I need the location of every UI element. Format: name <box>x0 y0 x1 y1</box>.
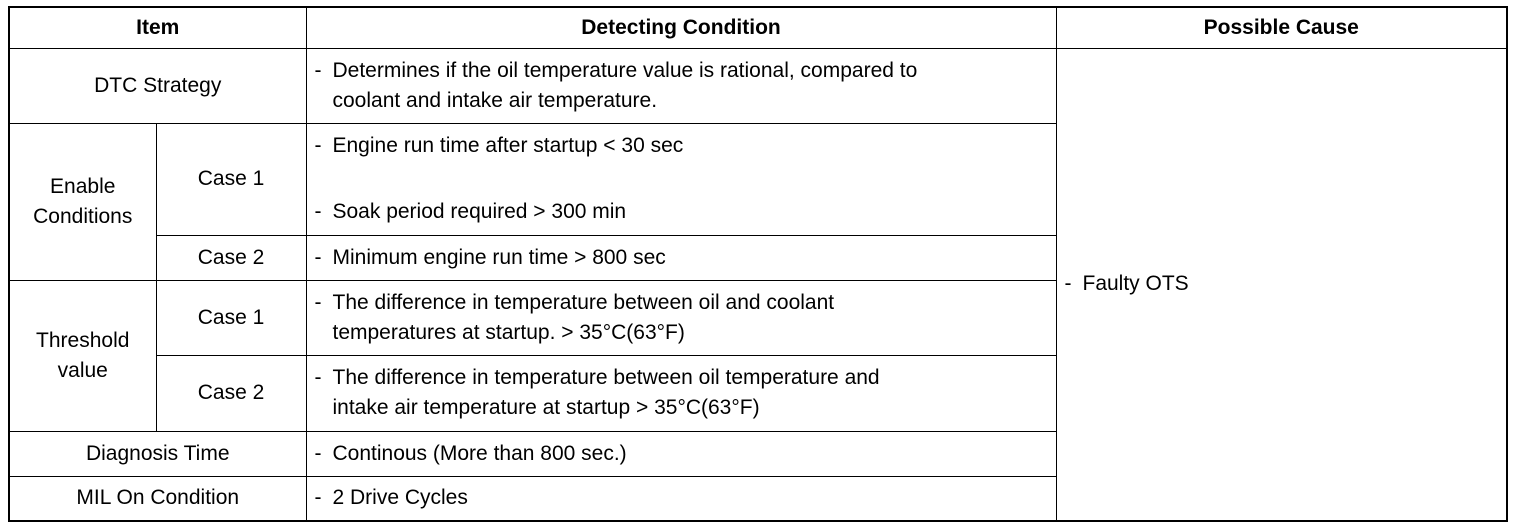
bullet-dash: - <box>314 200 322 223</box>
bullet-dash: - <box>314 366 322 389</box>
condition-text: temperatures at startup. > 35°C(63°F) <box>332 320 685 344</box>
enable-case2-label: Case 2 <box>156 235 306 280</box>
item-dtc-strategy: DTC Strategy <box>9 48 306 123</box>
item-threshold-value <box>9 280 156 431</box>
condition-dtc-strategy <box>306 48 1056 123</box>
condition-text: intake air temperature at startup > 35°C(63°F) <box>332 396 760 419</box>
header-row <box>9 7 1507 48</box>
enable-case1-label: Case 1 <box>156 123 306 235</box>
bullet-dash: - <box>314 58 322 82</box>
header-item: Item <box>9 7 306 48</box>
bullet-dash: - <box>314 134 322 157</box>
condition-mil-on-condition <box>306 476 1056 521</box>
threshold-case2-label: Case 2 <box>156 355 306 431</box>
condition-text: The difference in temperature between oil temperature and <box>332 366 880 389</box>
condition-text: The difference in temperature between oil and coolant <box>332 290 835 314</box>
condition-threshold-case1 <box>306 280 1056 355</box>
item-mil-on-condition: MIL On Condition <box>9 476 306 521</box>
condition-text: Minimum engine run time > 800 sec <box>332 245 666 269</box>
item-enable-conditions <box>9 123 156 280</box>
bullet-dash: - <box>314 290 322 314</box>
condition-text: coolant and intake air temperature. <box>332 88 658 112</box>
bullet-dash: - <box>314 245 322 269</box>
condition-enable-case2 <box>306 235 1056 280</box>
condition-text: Engine run time after startup < 30 sec <box>332 134 684 157</box>
condition-text: 2 Drive Cycles <box>332 486 468 510</box>
condition-text: Determines if the oil temperature value is rational, compared to <box>332 58 918 82</box>
bullet-dash: - <box>314 486 322 510</box>
condition-text: Soak period required > 300 min <box>332 200 627 223</box>
item-text: Enable <box>50 174 116 198</box>
item-text: value <box>57 358 108 382</box>
dtc-table <box>8 6 1508 522</box>
header-possible-cause: Possible Cause <box>1056 7 1507 48</box>
threshold-case1-label: Case 1 <box>156 280 306 355</box>
possible-cause-cell <box>1056 48 1507 521</box>
bullet-dash: - <box>1064 272 1072 296</box>
item-text: Conditions <box>33 204 133 228</box>
item-diagnosis-time: Diagnosis Time <box>9 431 306 476</box>
table-row-dtc-strategy <box>9 48 1507 123</box>
condition-threshold-case2 <box>306 355 1056 431</box>
condition-diagnosis-time <box>306 431 1056 476</box>
header-detecting-condition: Detecting Condition <box>306 7 1056 48</box>
condition-text: Continous (More than 800 sec.) <box>332 441 627 465</box>
item-text: Threshold <box>36 328 130 352</box>
bullet-dash: - <box>314 441 322 465</box>
possible-cause-text: Faulty OTS <box>1082 272 1189 296</box>
condition-enable-case1 <box>306 123 1056 235</box>
